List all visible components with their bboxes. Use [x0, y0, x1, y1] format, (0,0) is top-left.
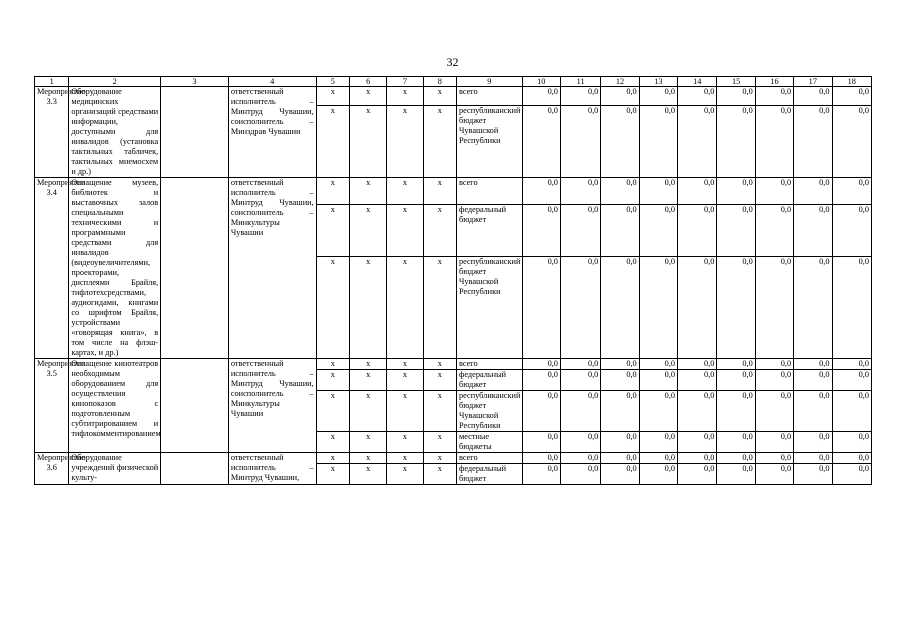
empty-cell	[161, 453, 229, 485]
amount-cell: 0,0	[601, 257, 639, 359]
amount-cell: 0,0	[755, 87, 793, 106]
amount-cell: 0,0	[755, 178, 793, 205]
amount-cell: 0,0	[522, 178, 560, 205]
amount-cell: 0,0	[560, 464, 600, 485]
amount-cell: 0,0	[678, 432, 717, 453]
amount-cell: 0,0	[794, 359, 832, 370]
table-row	[35, 359, 872, 370]
table-row	[35, 453, 872, 464]
amount-cell: 0,0	[522, 257, 560, 359]
code-cell: x	[349, 464, 386, 485]
amount-cell: 0,0	[678, 391, 717, 432]
amount-cell: 0,0	[601, 432, 639, 453]
amount-cell: 0,0	[794, 205, 832, 257]
amount-cell: 0,0	[522, 87, 560, 106]
column-number: 9	[456, 77, 522, 87]
code-cell: x	[387, 205, 423, 257]
amount-cell: 0,0	[522, 464, 560, 485]
amount-cell: 0,0	[639, 205, 677, 257]
amount-cell: 0,0	[560, 257, 600, 359]
funding-source: федеральный бюджет	[456, 205, 522, 257]
column-number: 14	[678, 77, 717, 87]
code-cell: x	[349, 87, 386, 106]
funding-source: федеральный бюджет	[456, 464, 522, 485]
column-number: 7	[387, 77, 423, 87]
table-row	[35, 87, 872, 106]
code-cell: x	[349, 370, 386, 391]
code-cell: x	[423, 464, 456, 485]
column-number: 4	[228, 77, 316, 87]
measure-name: Оборудование медицинских организаций средствами информации, доступными для инвалидов (установка тактильных табличек, тактильных мнемосхем и др.)	[69, 87, 161, 178]
measure-name: Оснащение музеев, библиотек и выставочных залов специальными техническими и программными средствами для инвалидов (видеоувеличителями, проекторами, дисплеями Брайля, тифлотехсредствами, аудиогидами, книгами со шрифтом Брайля, устройствами «говорящая книга», в том числе на флэш-картах, и др.)	[69, 178, 161, 359]
column-number: 8	[423, 77, 456, 87]
code-cell: x	[423, 359, 456, 370]
amount-cell: 0,0	[678, 464, 717, 485]
amount-cell: 0,0	[755, 106, 793, 178]
code-cell: x	[387, 178, 423, 205]
amount-cell: 0,0	[678, 205, 717, 257]
empty-cell	[161, 178, 229, 359]
amount-cell: 0,0	[832, 257, 872, 359]
amount-cell: 0,0	[794, 178, 832, 205]
amount-cell: 0,0	[601, 87, 639, 106]
code-cell: x	[316, 205, 349, 257]
budget-table	[34, 76, 872, 485]
amount-cell: 0,0	[717, 432, 755, 453]
code-cell: x	[316, 432, 349, 453]
amount-cell: 0,0	[522, 359, 560, 370]
amount-cell: 0,0	[560, 359, 600, 370]
code-cell: x	[423, 370, 456, 391]
code-cell: x	[316, 87, 349, 106]
measure-executor: ответственный исполнитель – Минтруд Чувашии,	[228, 453, 316, 485]
amount-cell: 0,0	[794, 391, 832, 432]
column-number: 13	[639, 77, 677, 87]
measure-code: Мероприятие 3.5	[35, 359, 69, 453]
amount-cell: 0,0	[794, 87, 832, 106]
amount-cell: 0,0	[639, 178, 677, 205]
empty-cell	[161, 359, 229, 453]
amount-cell: 0,0	[832, 359, 872, 370]
amount-cell: 0,0	[832, 432, 872, 453]
code-cell: x	[316, 370, 349, 391]
amount-cell: 0,0	[560, 453, 600, 464]
amount-cell: 0,0	[601, 453, 639, 464]
amount-cell: 0,0	[832, 391, 872, 432]
amount-cell: 0,0	[601, 106, 639, 178]
amount-cell: 0,0	[522, 432, 560, 453]
amount-cell: 0,0	[560, 205, 600, 257]
amount-cell: 0,0	[717, 257, 755, 359]
code-cell: x	[316, 464, 349, 485]
code-cell: x	[387, 432, 423, 453]
funding-source: всего	[456, 359, 522, 370]
measure-code: Мероприятие 3.3	[35, 87, 69, 178]
measure-executor: ответственный исполнитель – Минтруд Чувашии, соисполнитель – Минкультуры Чувашии	[228, 359, 316, 453]
code-cell: x	[349, 178, 386, 205]
amount-cell: 0,0	[522, 205, 560, 257]
amount-cell: 0,0	[639, 359, 677, 370]
amount-cell: 0,0	[755, 370, 793, 391]
amount-cell: 0,0	[717, 87, 755, 106]
amount-cell: 0,0	[794, 464, 832, 485]
amount-cell: 0,0	[794, 106, 832, 178]
column-number: 18	[832, 77, 872, 87]
code-cell: x	[349, 106, 386, 178]
amount-cell: 0,0	[755, 359, 793, 370]
page-number: 32	[446, 55, 459, 69]
amount-cell: 0,0	[794, 370, 832, 391]
column-number: 15	[717, 77, 755, 87]
amount-cell: 0,0	[678, 257, 717, 359]
amount-cell: 0,0	[601, 205, 639, 257]
column-number: 1	[35, 77, 69, 87]
column-number: 6	[349, 77, 386, 87]
table-row	[35, 178, 872, 205]
amount-cell: 0,0	[755, 205, 793, 257]
amount-cell: 0,0	[717, 359, 755, 370]
amount-cell: 0,0	[755, 257, 793, 359]
code-cell: x	[387, 453, 423, 464]
code-cell: x	[423, 178, 456, 205]
amount-cell: 0,0	[717, 370, 755, 391]
amount-cell: 0,0	[560, 432, 600, 453]
code-cell: x	[423, 106, 456, 178]
amount-cell: 0,0	[678, 453, 717, 464]
column-number: 2	[69, 77, 161, 87]
amount-cell: 0,0	[717, 205, 755, 257]
amount-cell: 0,0	[560, 87, 600, 106]
code-cell: x	[387, 257, 423, 359]
amount-cell: 0,0	[601, 391, 639, 432]
measure-code: Мероприятие 3.6	[35, 453, 69, 485]
funding-source: республиканский бюджет Чувашской Республики	[456, 257, 522, 359]
funding-source: республиканский бюджет Чувашской Республики	[456, 391, 522, 432]
column-number: 11	[560, 77, 600, 87]
measure-name: Оснащение кинотеатров необходимым оборудованием для осуществления кинопоказов с подготовленным субтитрированием и тифлокомментированием	[69, 359, 161, 453]
code-cell: x	[387, 359, 423, 370]
amount-cell: 0,0	[794, 257, 832, 359]
amount-cell: 0,0	[794, 432, 832, 453]
amount-cell: 0,0	[601, 464, 639, 485]
code-cell: x	[423, 453, 456, 464]
code-cell: x	[387, 370, 423, 391]
amount-cell: 0,0	[639, 106, 677, 178]
amount-cell: 0,0	[601, 178, 639, 205]
amount-cell: 0,0	[522, 370, 560, 391]
column-number: 3	[161, 77, 229, 87]
amount-cell: 0,0	[832, 178, 872, 205]
amount-cell: 0,0	[832, 87, 872, 106]
amount-cell: 0,0	[639, 453, 677, 464]
amount-cell: 0,0	[522, 106, 560, 178]
amount-cell: 0,0	[717, 178, 755, 205]
funding-source: всего	[456, 87, 522, 106]
column-number-row	[35, 77, 872, 87]
amount-cell: 0,0	[639, 432, 677, 453]
amount-cell: 0,0	[755, 453, 793, 464]
code-cell: x	[316, 178, 349, 205]
code-cell: x	[423, 432, 456, 453]
amount-cell: 0,0	[639, 87, 677, 106]
code-cell: x	[423, 391, 456, 432]
code-cell: x	[423, 87, 456, 106]
code-cell: x	[316, 453, 349, 464]
amount-cell: 0,0	[832, 453, 872, 464]
code-cell: x	[316, 257, 349, 359]
code-cell: x	[349, 359, 386, 370]
amount-cell: 0,0	[678, 370, 717, 391]
amount-cell: 0,0	[832, 370, 872, 391]
funding-source: местные бюджеты	[456, 432, 522, 453]
amount-cell: 0,0	[601, 370, 639, 391]
amount-cell: 0,0	[522, 453, 560, 464]
code-cell: x	[387, 87, 423, 106]
measure-code: Мероприятие 3.4	[35, 178, 69, 359]
code-cell: x	[387, 464, 423, 485]
funding-source: республиканский бюджет Чувашской Республики	[456, 106, 522, 178]
amount-cell: 0,0	[717, 453, 755, 464]
code-cell: x	[316, 391, 349, 432]
code-cell: x	[349, 432, 386, 453]
amount-cell: 0,0	[794, 453, 832, 464]
amount-cell: 0,0	[601, 359, 639, 370]
measure-executor: ответственный исполнитель – Минтруд Чувашии, соисполнитель – Минкультуры Чувашии	[228, 178, 316, 359]
amount-cell: 0,0	[678, 87, 717, 106]
amount-cell: 0,0	[678, 359, 717, 370]
code-cell: x	[349, 391, 386, 432]
funding-source: федеральный бюджет	[456, 370, 522, 391]
amount-cell: 0,0	[717, 391, 755, 432]
code-cell: x	[423, 257, 456, 359]
amount-cell: 0,0	[560, 370, 600, 391]
amount-cell: 0,0	[522, 391, 560, 432]
column-number: 5	[316, 77, 349, 87]
amount-cell: 0,0	[560, 391, 600, 432]
measure-name: Оборудование учреждений физической культу-	[69, 453, 161, 485]
amount-cell: 0,0	[678, 178, 717, 205]
amount-cell: 0,0	[639, 464, 677, 485]
amount-cell: 0,0	[755, 464, 793, 485]
code-cell: x	[316, 106, 349, 178]
amount-cell: 0,0	[639, 370, 677, 391]
funding-source: всего	[456, 453, 522, 464]
amount-cell: 0,0	[832, 464, 872, 485]
amount-cell: 0,0	[755, 391, 793, 432]
amount-cell: 0,0	[639, 257, 677, 359]
amount-cell: 0,0	[832, 205, 872, 257]
empty-cell	[161, 87, 229, 178]
measure-executor: ответственный исполнитель – Минтруд Чувашии, соисполнитель – Минздрав Чувашии	[228, 87, 316, 178]
amount-cell: 0,0	[639, 391, 677, 432]
amount-cell: 0,0	[832, 106, 872, 178]
amount-cell: 0,0	[678, 106, 717, 178]
column-number: 16	[755, 77, 793, 87]
amount-cell: 0,0	[560, 178, 600, 205]
amount-cell: 0,0	[717, 106, 755, 178]
code-cell: x	[387, 391, 423, 432]
code-cell: x	[349, 257, 386, 359]
column-number: 10	[522, 77, 560, 87]
code-cell: x	[316, 359, 349, 370]
amount-cell: 0,0	[717, 464, 755, 485]
code-cell: x	[423, 205, 456, 257]
amount-cell: 0,0	[755, 432, 793, 453]
code-cell: x	[349, 453, 386, 464]
funding-source: всего	[456, 178, 522, 205]
column-number: 17	[794, 77, 832, 87]
code-cell: x	[387, 106, 423, 178]
column-number: 12	[601, 77, 639, 87]
amount-cell: 0,0	[560, 106, 600, 178]
code-cell: x	[349, 205, 386, 257]
